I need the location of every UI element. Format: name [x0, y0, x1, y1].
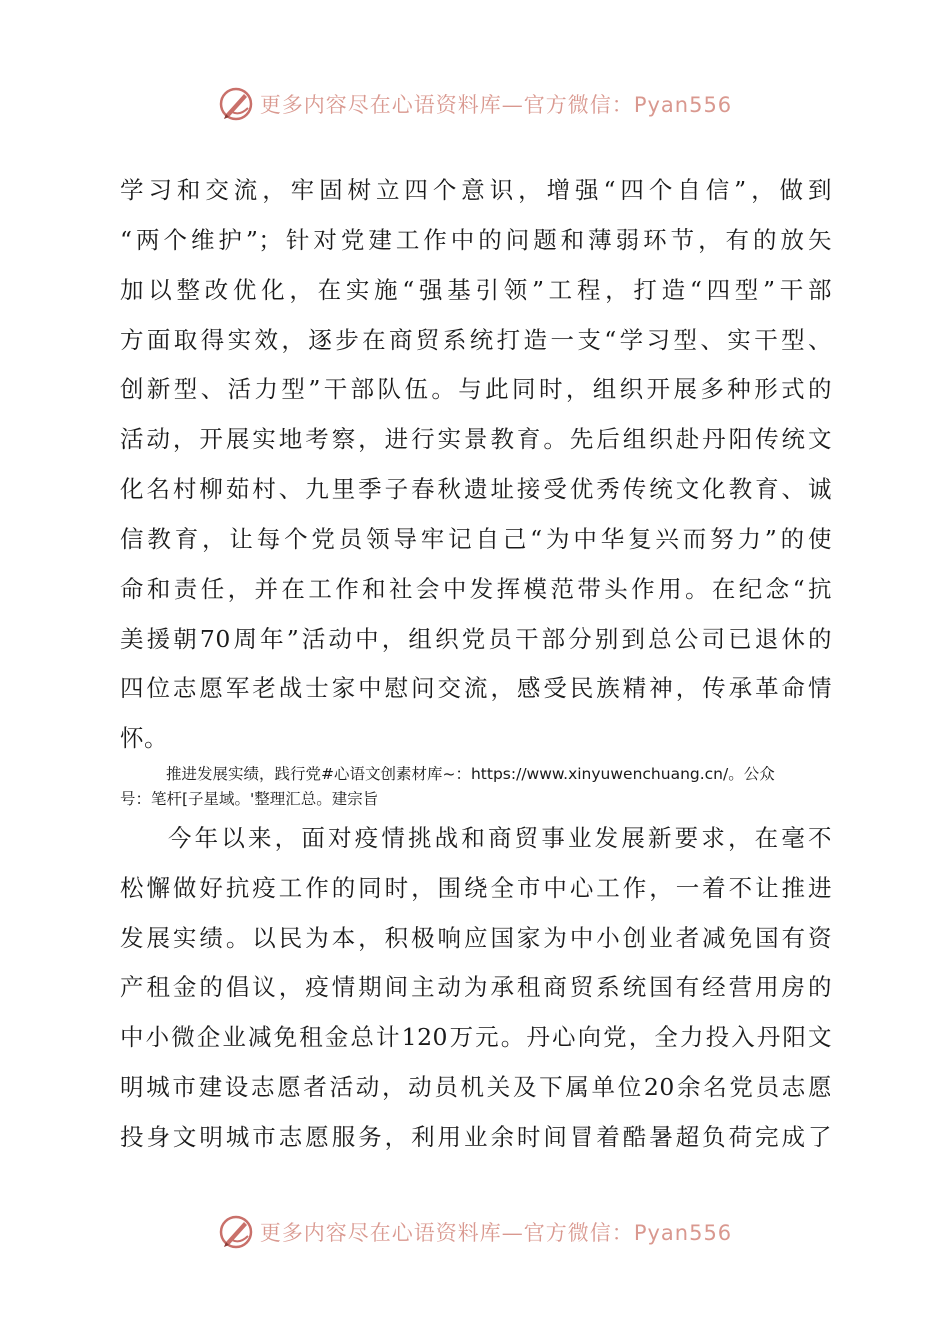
text-line: 怀。	[120, 724, 168, 752]
watermark-site-text: 更多内容尽在心语资料库—官方微信：	[259, 93, 634, 117]
text-line: 加以整改优化，在实施“强基引领”工程，打造“四型”干部	[120, 276, 832, 304]
text-line: 松懈做好抗疫工作的同时，围绕全市中心工作，一着不让推进	[120, 874, 832, 902]
text-line: 美援朝70周年”活动中，组织党员干部分别到总公司已退休的	[120, 625, 832, 653]
text-line: 创新型、活力型”干部队伍。与此同时，组织开展多种形式的	[120, 375, 832, 403]
text-line: 投身文明城市志愿服务，利用业余时间冒着酷暑超负荷完成了	[120, 1123, 832, 1151]
text-line: 发展实绩。以民为本，积极响应国家为中小创业者减免国有资	[120, 924, 832, 952]
watermark-wechat-id: Pyan556	[633, 93, 733, 117]
header-watermark	[0, 84, 950, 124]
text-line: 明城市建设志愿者活动，动员机关及下属单位20余名党员志愿	[120, 1073, 832, 1101]
text-line: 活动，开展实地考察，进行实景教育。先后组织赴丹阳传统文	[120, 425, 832, 453]
section-heading-line-2: 号：笔杆[子星域。'整理汇总。建宗旨	[120, 790, 379, 808]
pen-logo-icon	[218, 1214, 254, 1250]
text-line: 今年以来，面对疫情挑战和商贸事业发展新要求，在毫不	[168, 824, 832, 852]
text-line: 方面取得实效，逐步在商贸系统打造一支“学习型、实干型、	[120, 326, 832, 354]
text-line: 产租金的倡议，疫情期间主动为承租商贸系统国有经营用房的	[120, 973, 832, 1001]
footer-watermark	[0, 1212, 950, 1252]
text-line: 中小微企业减免租金总计120万元。丹心向党，全力投入丹阳文	[120, 1023, 832, 1051]
text-line: 命和责任，并在工作和社会中发挥模范带头作用。在纪念“抗	[120, 575, 832, 603]
text-line: “两个维护”；针对党建工作中的问题和薄弱环节，有的放矢	[120, 226, 832, 254]
watermark-site-text: 更多内容尽在心语资料库—官方微信：	[259, 1221, 634, 1245]
text-line: 信教育，让每个党员领导牢记自己“为中华复兴而努力”的使	[120, 525, 832, 553]
pen-logo-icon	[218, 86, 254, 122]
section-heading-line-1: 推进发展实绩，践行党#心语文创素材库~：https://www.xinyuwenchuang.cn/。公众	[166, 765, 775, 783]
text-line: 四位志愿军老战士家中慰问交流，感受民族精神，传承革命情	[120, 674, 832, 702]
watermark-wechat-id: Pyan556	[633, 1221, 733, 1245]
text-line: 学习和交流，牢固树立四个意识，增强“四个自信”，做到	[120, 176, 832, 204]
text-line: 化名村柳茹村、九里季子春秋遗址接受优秀传统文化教育、诚	[120, 475, 832, 503]
